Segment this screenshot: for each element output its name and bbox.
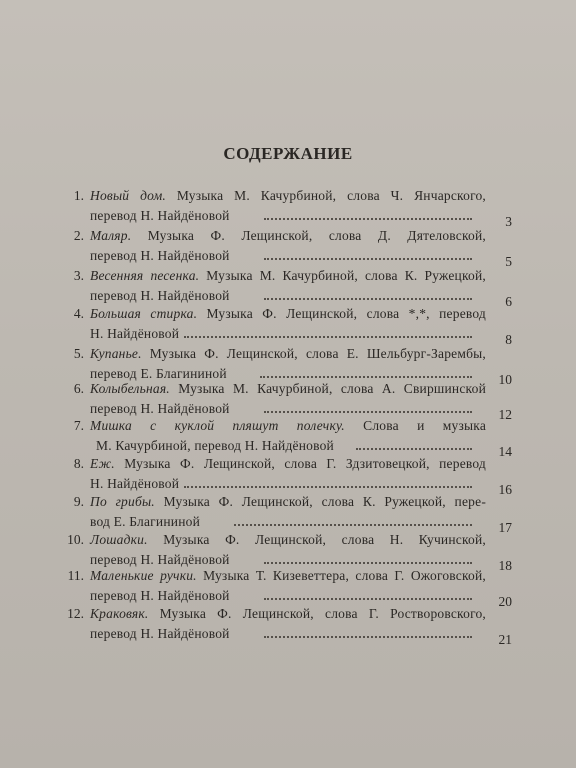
- entry-title: Лошадки.: [90, 532, 148, 547]
- entry-credits: Музыка Ф. Лещинской, слова Д. Дятеловской,: [147, 228, 486, 243]
- entry-second-line: перевод Н. Найдёновой: [90, 248, 230, 263]
- entry-first-line: [90, 228, 486, 244]
- entry-first-line: [90, 381, 486, 397]
- toc-entry: [0, 418, 576, 458]
- entry-second-line: перевод Н. Найдёновой: [90, 626, 230, 641]
- entry-page-number: 17: [498, 520, 512, 535]
- entry-second-line: Н. Найдёновой: [90, 326, 180, 341]
- entry-number: 4.: [73, 306, 84, 321]
- entry-title: Весенняя песенка.: [90, 268, 200, 283]
- toc-entry: [0, 568, 576, 608]
- entry-second-line: перевод Н. Найдёновой: [90, 208, 230, 223]
- toc-entry: [0, 188, 576, 228]
- dot-leader: [356, 446, 472, 450]
- toc-entry: [0, 532, 576, 572]
- entry-page-number: 20: [498, 594, 512, 609]
- dot-leader: [264, 596, 472, 600]
- entry-page-number: 21: [498, 632, 512, 647]
- entry-first-line: [90, 532, 486, 548]
- entry-page-number: 8: [505, 332, 512, 347]
- entry-credits: Музыка Ф. Лещинской, слова Е. Шельбург-Зарембы,: [149, 346, 486, 361]
- entry-title: Еж.: [90, 456, 115, 471]
- dot-leader: [260, 374, 472, 378]
- entry-number: 6.: [73, 381, 84, 396]
- dot-leader: [264, 256, 472, 260]
- entry-page-number: 3: [505, 214, 512, 229]
- toc-entry: [0, 381, 576, 421]
- dot-leader: [184, 334, 472, 338]
- entry-credits: Музыка Ф. Лещинской, слова Г. Ростворовского,: [159, 606, 486, 621]
- entry-credits: Музыка М. Качурбиной, слова К. Ружецкой,: [206, 268, 486, 283]
- entry-credits: Музыка Ф. Лещинской, слова Г. Здзитовецкой, перевод: [124, 456, 487, 471]
- toc-entry: [0, 494, 576, 534]
- dot-leader: [264, 216, 472, 220]
- entry-first-line: [90, 306, 486, 322]
- toc-entry: [0, 306, 576, 346]
- entry-credits: Музыка Ф. Лещинской, слова Н. Кучинской,: [163, 532, 486, 547]
- entry-number: 12.: [67, 606, 84, 621]
- entry-title: Маленькие ручки.: [90, 568, 197, 583]
- entry-second-line: перевод Н. Найдёновой: [90, 552, 230, 567]
- entry-number: 9.: [73, 494, 84, 509]
- entry-number: 10.: [67, 532, 84, 547]
- entry-first-line: [90, 568, 486, 584]
- entry-page-number: 10: [498, 372, 512, 387]
- entry-second-line: перевод Н. Найдёновой: [90, 401, 230, 416]
- entry-number: 11.: [67, 568, 84, 583]
- entry-page-number: 5: [505, 254, 512, 269]
- entry-number: 8.: [73, 456, 84, 471]
- toc-entry: [0, 606, 576, 646]
- entry-number: 3.: [73, 268, 84, 283]
- entry-credits: Музыка Ф. Лещинской, слова *,*, перевод: [206, 306, 486, 321]
- entry-second-line: М. Качурбиной, перевод Н. Найдёновой: [96, 438, 334, 453]
- entry-title: Купанье.: [90, 346, 142, 361]
- dot-leader: [184, 484, 472, 488]
- entry-credits: Музыка Т. Кизеветтера, слова Г. Ожоговской,: [203, 568, 487, 583]
- dot-leader: [264, 296, 472, 300]
- entry-credits: Музыка М. Качурбиной, слова А. Свиршинской: [178, 381, 486, 396]
- page-title: СОДЕРЖАНИЕ: [223, 144, 353, 163]
- dot-leader: [264, 409, 472, 413]
- entry-number: 5.: [73, 346, 84, 361]
- entry-number: 1.: [73, 188, 84, 203]
- entry-second-line: перевод Н. Найдёновой: [90, 288, 230, 303]
- entry-first-line: [90, 418, 486, 434]
- entry-number: 7.: [73, 418, 84, 433]
- entry-first-line: [90, 494, 486, 510]
- entry-credits: Слова и музыка: [363, 418, 487, 433]
- toc-entry: [0, 268, 576, 308]
- entry-title: Колыбельная.: [90, 381, 170, 396]
- entry-page-number: 18: [498, 558, 512, 573]
- entry-title: Большая стирка.: [90, 306, 198, 321]
- entry-first-line: [90, 268, 486, 284]
- entry-credits: Музыка М. Качурбиной, слова Ч. Янчарского,: [176, 188, 487, 203]
- entry-second-line: вод Е. Благининой: [90, 514, 200, 529]
- entry-title: Новый дом.: [90, 188, 166, 203]
- entry-first-line: [90, 346, 486, 362]
- toc-entry: [0, 456, 576, 496]
- entry-number: 2.: [73, 228, 84, 243]
- entry-page-number: 14: [498, 444, 512, 459]
- dot-leader: [264, 560, 472, 564]
- entry-second-line: перевод Е. Благининой: [90, 366, 227, 381]
- dot-leader: [234, 522, 472, 526]
- dot-leader: [264, 634, 472, 638]
- entry-page-number: 6: [505, 294, 512, 309]
- entry-title: По грибы.: [90, 494, 155, 509]
- entry-title: Краковяк.: [90, 606, 149, 621]
- entry-credits: Музыка Ф. Лещинской, слова К. Ружецкой, пере-: [163, 494, 487, 509]
- entry-first-line: [90, 606, 486, 622]
- entry-second-line: перевод Н. Найдёновой: [90, 588, 230, 603]
- entry-first-line: [90, 188, 486, 204]
- entry-page-number: 16: [498, 482, 512, 497]
- entry-title: Маляр.: [90, 228, 132, 243]
- entry-page-number: 12: [498, 407, 512, 422]
- entry-title: Мишка с куклой пляшут полечку.: [90, 418, 345, 433]
- toc-entry: [0, 228, 576, 268]
- entry-second-line: Н. Найдёновой: [90, 476, 180, 491]
- toc-entry: [0, 346, 576, 386]
- entry-first-line: [90, 456, 486, 472]
